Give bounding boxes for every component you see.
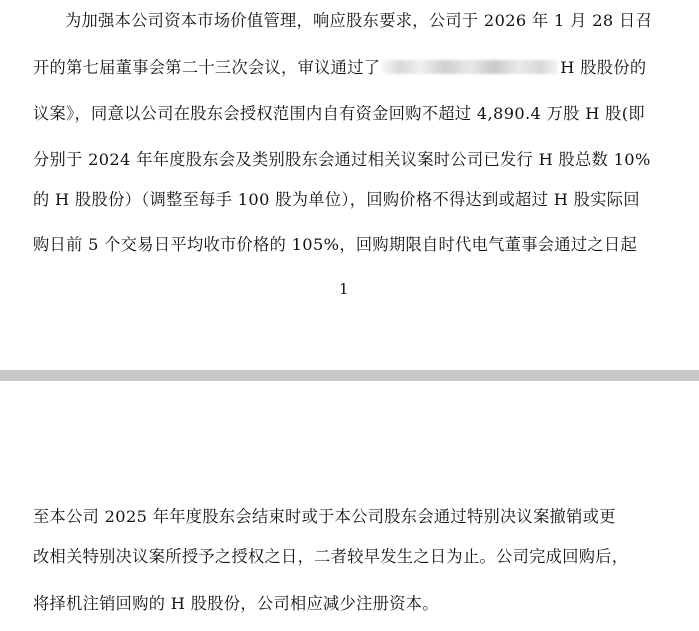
paragraph-line-1: 为加强本公司资本市场价值管理，响应股东要求，公司于 2026 年 1 月 28 日召 (65, 11, 653, 30)
document-page-2 (0, 381, 699, 631)
page-separator (0, 370, 699, 381)
paragraph-line-9: 将择机注销回购的 H 股股份，公司相应减少注册资本。 (33, 594, 439, 613)
redacted-text-blur (382, 60, 558, 74)
paragraph-line-5: 的 H 股股份）（调整至每手 100 股为单位），回购价格不得达到或超过 H 股实际回 (33, 190, 640, 209)
paragraph-line-8: 改相关特别决议案所授予之授权之日，二者较早发生之日为止。公司完成回购后， (33, 547, 629, 566)
line-2-suffix: H 股股份的 (560, 58, 647, 77)
paragraph-line-7: 至本公司 2025 年年度股东会结束时或于本公司股东会通过特别决议案撤销或更 (33, 507, 616, 526)
paragraph-line-4: 分别于 2024 年年度股东会及类别股东会通过相关议案时公司已发行 H 股总数 10% (33, 150, 651, 169)
paragraph-line-3: 议案》，同意以公司在股东会授权范围内自有资金回购不超过 4,890.4 万股 H 股(即 (33, 104, 645, 123)
line-2-text: 开的第七届董事会第二十三次会议，审议通过了 (33, 58, 381, 77)
paragraph-line-6: 购日前 5 个交易日平均收市价格的 105%，回购期限自时代电气董事会通过之日起 (33, 235, 638, 254)
page-number: 1 (339, 280, 349, 298)
paragraph-line-2 (33, 58, 646, 78)
